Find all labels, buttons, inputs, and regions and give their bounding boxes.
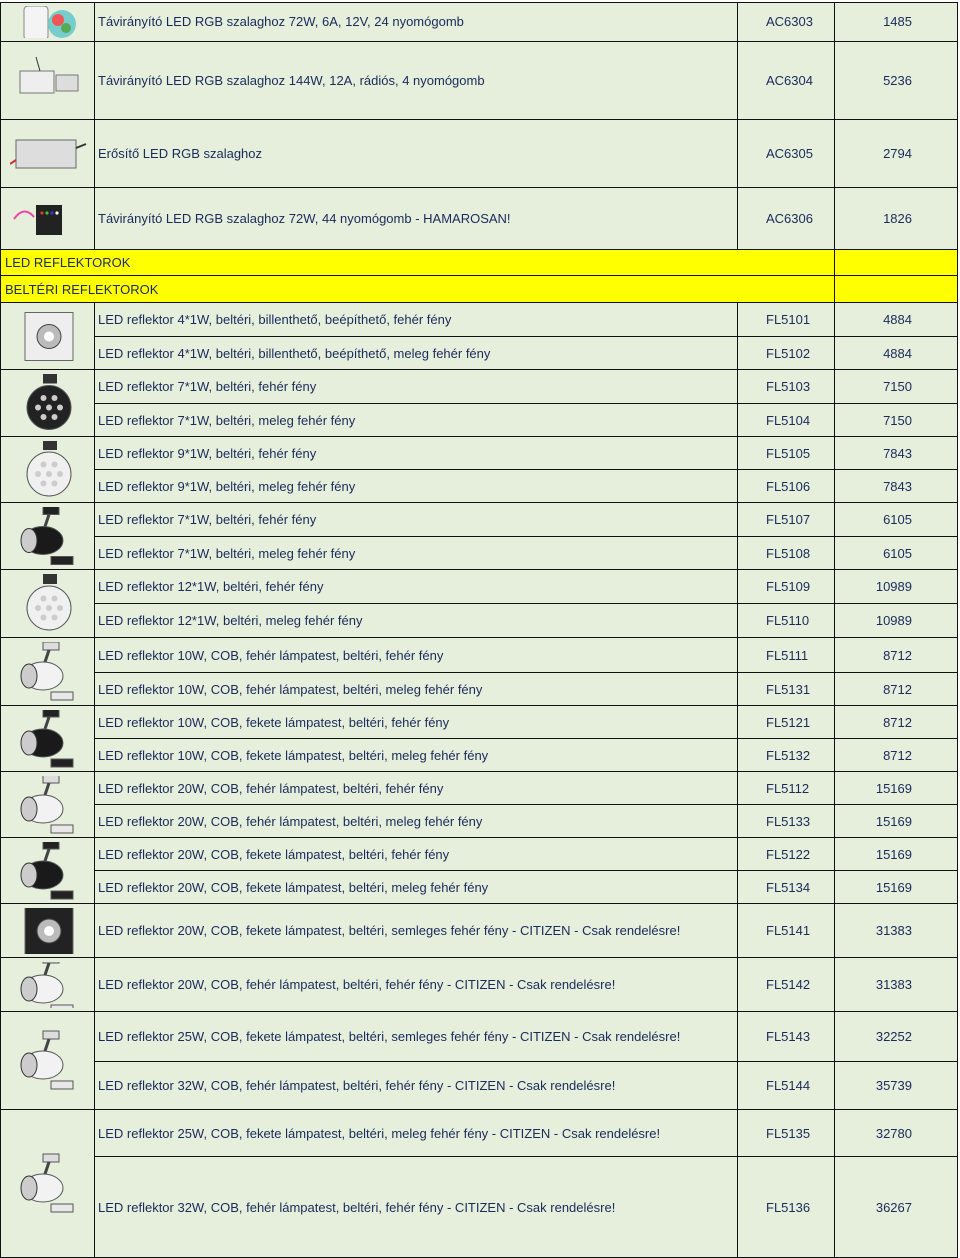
product-code: FL5105	[766, 446, 811, 461]
product-code: FL5111	[766, 648, 809, 663]
product-price: 7843	[883, 479, 912, 494]
product-price: 8712	[883, 648, 912, 663]
product-description: LED reflektor 10W, COB, fehér lámpatest, beltéri, fehér fény	[98, 648, 444, 663]
product-code: FL5136	[766, 1200, 811, 1215]
product-price: 7150	[883, 413, 912, 428]
white-citizen-spotlight-photo	[12, 962, 86, 1008]
black-track-citizen-25w-photo	[12, 1026, 86, 1096]
product-description: LED reflektor 32W, COB, fehér lámpatest, beltéri, fehér fény - CITIZEN - Csak rendelésre!	[98, 1078, 616, 1093]
rf-controller-photo	[10, 46, 90, 116]
product-description: LED reflektor 25W, COB, fekete lámpatest, beltéri, meleg fehér fény - CITIZEN - Csak rendelésre!	[98, 1126, 661, 1141]
product-code: FL5108	[766, 546, 811, 561]
product-code: FL5135	[766, 1126, 811, 1141]
product-code: FL5104	[766, 413, 811, 428]
product-price: 15169	[875, 880, 912, 895]
black-cob-20w-spotlight-photo	[12, 842, 86, 900]
product-description: LED reflektor 20W, COB, fekete lámpatest, beltéri, fehér fény	[98, 847, 450, 862]
product-price: 10989	[875, 579, 912, 594]
product-description: LED reflektor 7*1W, beltéri, meleg fehér fény	[98, 413, 356, 428]
product-code: FL5143	[766, 1029, 811, 1044]
product-description: LED reflektor 10W, COB, fekete lámpatest, beltéri, fehér fény	[98, 715, 450, 730]
product-code: FL5103	[766, 379, 811, 394]
section-price-cell	[835, 276, 958, 303]
product-description: LED reflektor 10W, COB, fekete lámpatest, beltéri, meleg fehér fény	[98, 748, 489, 763]
product-code: FL5121	[766, 715, 811, 730]
product-description: LED reflektor 10W, COB, fehér lámpatest, beltéri, meleg fehér fény	[98, 682, 483, 697]
product-description: LED reflektor 20W, COB, fehér lámpatest, beltéri, meleg fehér fény	[98, 814, 483, 829]
product-description: LED reflektor 25W, COB, fekete lámpatest, beltéri, semleges fehér fény - CITIZEN - Csak rendelésre!	[98, 1029, 681, 1044]
section-price-cell	[835, 250, 958, 276]
product-description: LED reflektor 20W, COB, fekete lámpatest, beltéri, semleges fehér fény - CITIZEN - Csak rendelésre!	[98, 923, 681, 938]
product-code: FL5131	[766, 682, 811, 697]
remote-controller-photo	[10, 6, 90, 38]
product-description: Távirányító LED RGB szalaghoz 72W, 44 nyomógomb - HAMAROSAN!	[98, 211, 511, 226]
product-code: FL5109	[766, 579, 811, 594]
product-price: 8712	[883, 748, 912, 763]
product-price: 35739	[875, 1078, 912, 1093]
product-price: 31383	[875, 923, 912, 938]
product-description: Távirányító LED RGB szalaghoz 144W, 12A, rádiós, 4 nyomógomb	[98, 73, 485, 88]
product-code: AC6304	[766, 73, 813, 88]
product-description: LED reflektor 32W, COB, fehér lámpatest, beltéri, fehér fény - CITIZEN - Csak rendelésre!	[98, 1200, 616, 1215]
product-description: LED reflektor 7*1W, beltéri, meleg fehér fény	[98, 546, 356, 561]
product-code: FL5133	[766, 814, 811, 829]
product-price: 15169	[875, 781, 912, 796]
product-code: FL5132	[766, 748, 811, 763]
product-price: 15169	[875, 814, 912, 829]
product-description: LED reflektor 20W, COB, fekete lámpatest, beltéri, meleg fehér fény	[98, 880, 489, 895]
product-code: FL5101	[766, 312, 811, 327]
white-track-spotlight-9led-photo	[12, 441, 86, 499]
product-code: FL5134	[766, 880, 811, 895]
product-description: LED reflektor 20W, COB, fehér lámpatest, beltéri, fehér fény - CITIZEN - Csak rendelésre!	[98, 977, 616, 992]
product-description: LED reflektor 12*1W, beltéri, meleg fehér fény	[98, 613, 363, 628]
white-cob-20w-spotlight-photo	[12, 776, 86, 834]
product-description: Erősítő LED RGB szalaghoz	[98, 146, 263, 161]
product-description: LED reflektor 4*1W, beltéri, billenthető, beépíthető, fehér fény	[98, 312, 452, 327]
product-description: LED reflektor 9*1W, beltéri, fehér fény	[98, 446, 317, 461]
black-recessed-citizen-photo	[12, 908, 86, 954]
product-price: 32252	[875, 1029, 912, 1044]
product-description: Távirányító LED RGB szalaghoz 72W, 6A, 12V, 24 nyomógomb	[98, 14, 464, 29]
product-description: LED reflektor 20W, COB, fehér lámpatest, beltéri, fehér fény	[98, 781, 444, 796]
section-title: LED REFLEKTOROK	[5, 255, 131, 270]
product-code: FL5122	[766, 847, 811, 862]
ir-remote-photo	[10, 192, 90, 246]
product-price: 5236	[883, 73, 912, 88]
product-price: 6105	[883, 546, 912, 561]
product-price: 7843	[883, 446, 912, 461]
product-code: FL5141	[766, 923, 811, 938]
black-track-spotlight-cylinder-photo	[12, 507, 86, 566]
black-cob-track-spotlight-photo	[12, 710, 86, 768]
product-price: 4884	[883, 346, 912, 361]
product-price: 36267	[875, 1200, 912, 1215]
product-code: FL5112	[766, 781, 810, 796]
white-track-spotlight-12led-photo	[12, 574, 86, 634]
product-code: FL5107	[766, 512, 811, 527]
black-track-spotlight-7led-photo	[12, 374, 86, 433]
product-code: FL5144	[766, 1078, 811, 1093]
product-price: 8712	[883, 682, 912, 697]
product-description: LED reflektor 12*1W, beltéri, fehér fény	[98, 579, 324, 594]
product-code: FL5142	[766, 977, 811, 992]
product-price: 15169	[875, 847, 912, 862]
product-price: 6105	[883, 512, 912, 527]
product-code: FL5106	[766, 479, 811, 494]
product-price: 31383	[875, 977, 912, 992]
product-code: FL5102	[766, 346, 811, 361]
product-code: FL5110	[766, 613, 810, 628]
product-price: 1826	[883, 211, 912, 226]
product-description: LED reflektor 7*1W, beltéri, fehér fény	[98, 379, 317, 394]
product-description: LED reflektor 4*1W, beltéri, billenthető, beépíthető, meleg fehér fény	[98, 346, 491, 361]
amplifier-photo	[10, 124, 90, 184]
section-title: BELTÉRI REFLEKTOROK	[5, 282, 159, 297]
product-price: 4884	[883, 312, 912, 327]
product-code: AC6305	[766, 146, 813, 161]
product-price: 1485	[883, 14, 912, 29]
product-price: 10989	[875, 613, 912, 628]
product-price: 8712	[883, 715, 912, 730]
product-price: 2794	[883, 146, 912, 161]
white-track-citizen-32w-photo	[12, 1149, 86, 1219]
product-description: LED reflektor 7*1W, beltéri, fehér fény	[98, 512, 317, 527]
product-code: AC6303	[766, 14, 813, 29]
product-price: 32780	[875, 1126, 912, 1141]
product-description: LED reflektor 9*1W, beltéri, meleg fehér fény	[98, 479, 356, 494]
product-code: AC6306	[766, 211, 813, 226]
recessed-square-spotlight-photo	[12, 307, 86, 366]
white-cob-track-spotlight-photo	[12, 642, 86, 702]
product-price: 7150	[883, 379, 912, 394]
